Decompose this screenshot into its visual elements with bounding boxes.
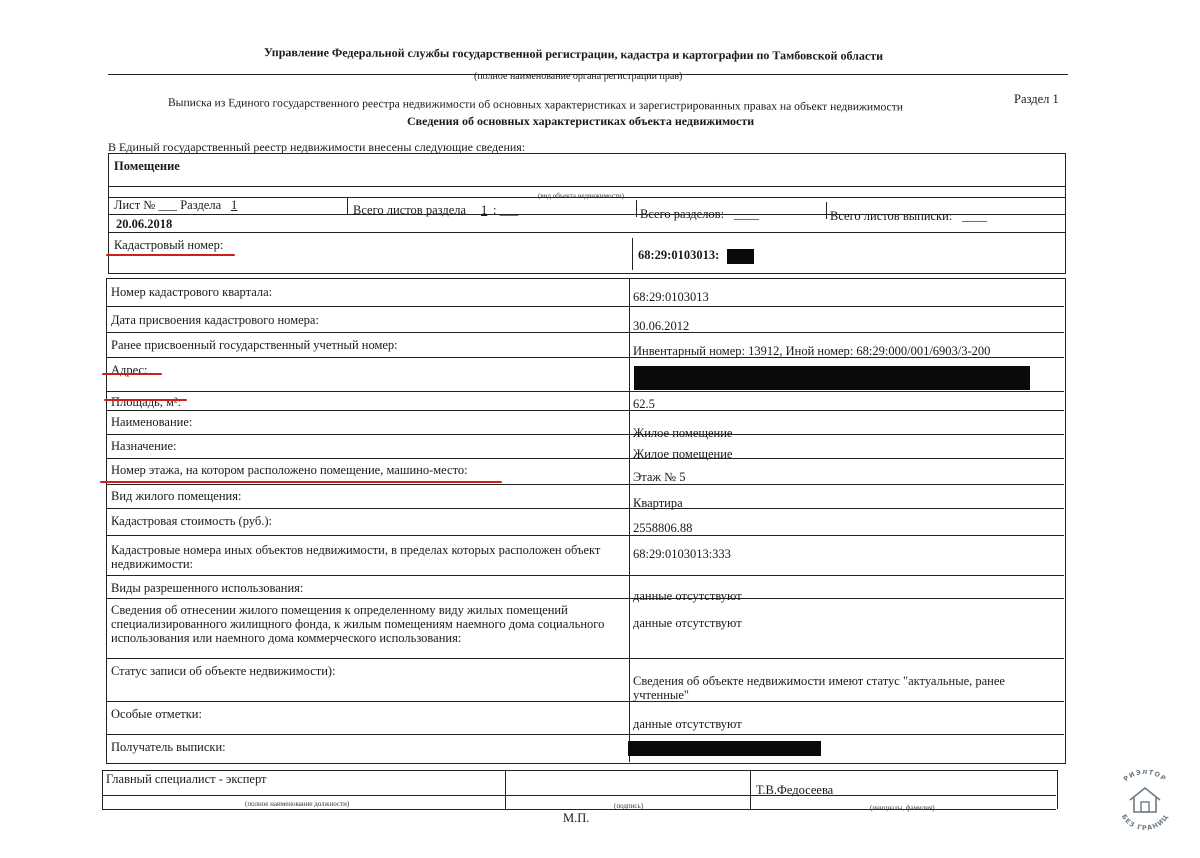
date-bottom: [108, 232, 1066, 233]
extract-subtitle: Сведения об основных характеристиках объекта недвижимости: [407, 114, 755, 128]
signature-divider-2: [750, 770, 751, 809]
row-value: данные отсутствуют: [633, 589, 742, 603]
row-value: Этаж № 5: [633, 470, 686, 484]
row-value: Жилое помещение: [633, 447, 733, 461]
total-extract-sheets-blank: ____: [962, 209, 987, 223]
row-value: Квартира: [633, 496, 683, 510]
signature-divider-1: [505, 770, 506, 809]
sheet-divider-3: [826, 202, 827, 219]
svg-text:БЕЗ ГРАНИЦ: [1120, 813, 1171, 832]
row-label: Номер кадастрового квартала:: [111, 285, 273, 299]
row-label: Получатель выписки:: [111, 740, 226, 754]
row-label: Кадастровые номера иных объектов недвижимости, в пределах которых расположен объект недвижимости:: [111, 543, 601, 571]
address-redaction: [634, 366, 1030, 390]
org-caption: (полное наименование органа регистрации прав): [474, 71, 683, 82]
object-type-line: [108, 186, 1066, 187]
row-label: Ранее присвоенный государственный учетный номер:: [111, 338, 398, 352]
total-sections-blank: ____: [734, 207, 759, 221]
row-value: 2558806.88: [633, 521, 693, 535]
row-label: Статус записи об объекте недвижимости):: [111, 664, 336, 678]
section-number: 1: [231, 198, 238, 212]
table-row-divider: [106, 575, 1064, 576]
sheet-divider-1: [347, 197, 348, 214]
row-label: Особые отметки:: [111, 707, 202, 721]
name-caption: (инициалы, фамилия): [870, 804, 935, 812]
object-type-caption: (вид объекта недвижимости): [538, 192, 624, 200]
total-sheets-label: Всего листов раздела: [353, 203, 467, 217]
watermark-top-text: РИЭЛТОР: [1122, 770, 1168, 784]
date-line: [108, 214, 1066, 215]
row-label: Наименование:: [111, 415, 193, 429]
row-value: 30.06.2012: [633, 319, 690, 333]
table-row-divider: [106, 658, 1064, 659]
stamp-label: М.П.: [563, 811, 590, 825]
sheet-label: Лист № ___ Раздела: [114, 198, 222, 212]
recipient-redaction: [628, 741, 821, 756]
cadastral-label: Кадастровый номер:: [114, 238, 224, 252]
org-name: Управление Федеральной службы государственной регистрации, кадастра и картографии по Тамбовской области: [263, 45, 884, 63]
table-row-divider: [106, 535, 1064, 536]
row-value: данные отсутствуют: [633, 717, 742, 731]
object-type-bottom: [108, 197, 1066, 198]
floor-underline: [100, 481, 502, 483]
signature-caption: (подпись): [614, 802, 644, 810]
cadastral-value: 68:29:0103013:: [638, 248, 720, 262]
total-sections-label: Всего разделов:: [640, 207, 725, 221]
row-label: Дата присвоения кадастрового номера:: [111, 313, 319, 327]
row-label: Кадастровая стоимость (руб.):: [111, 514, 272, 528]
signature-line: [102, 795, 1056, 796]
cadastral-underline: [106, 254, 235, 256]
row-label: Номер этажа, на котором расположено помещение, машино-место:: [111, 463, 468, 477]
total-sheets-blank: : ___: [493, 203, 519, 217]
object-type: Помещение: [114, 159, 180, 173]
area-underline: [104, 399, 187, 401]
row-value: 68:29:0103013:333: [633, 547, 731, 561]
row-value: Сведения об объекте недвижимости имеют статус "актуальные, ранее учтенные": [633, 674, 1005, 702]
table-row-divider: [106, 306, 1064, 307]
table-row-divider: [106, 391, 1064, 392]
position-title: Главный специалист - эксперт: [106, 772, 267, 786]
address-underline: [102, 373, 162, 375]
row-label: Вид жилого помещения:: [111, 489, 242, 503]
row-value: Инвентарный номер: 13912, Иной номер: 68:29:000/001/6903/3-200: [633, 344, 991, 358]
intro-text: В Единый государственный реестр недвижимости внесены следующие сведения:: [108, 140, 526, 154]
row-label: Адрес:: [111, 363, 148, 377]
row-label: Сведения об отнесении жилого помещения к определенному виду жилых помещений специализированного жилищного фонда, к жилым помещениям наемного дома социального использования или наемного дома коммерческого использования:: [111, 603, 605, 645]
row-value: данные отсутствуют: [633, 616, 742, 630]
section-label: Раздел 1: [1014, 92, 1059, 106]
position-caption: (полное наименование должности): [245, 800, 350, 808]
row-label: Площадь, м²:: [111, 395, 182, 409]
realtor-watermark: [1112, 770, 1182, 832]
cadastral-redaction: [727, 249, 754, 264]
row-value: Жилое помещение: [633, 426, 733, 440]
house-icon: [1112, 770, 1182, 832]
svg-text:РИЭЛТОР: [1122, 770, 1168, 783]
extract-title: Выписка из Единого государственного реестра недвижимости об основных характеристиках и зарегистрированных правах на объект недвижимости: [167, 96, 904, 114]
watermark-bottom-text: БЕЗ ГРАНИЦ: [1119, 812, 1171, 832]
total-extract-sheets-label: Всего листов выписки:: [830, 209, 953, 223]
row-value: 68:29:0103013: [633, 290, 709, 304]
table-row-divider: [106, 484, 1064, 485]
total-sheets-value: 1: [481, 203, 488, 217]
row-label: Назначение:: [111, 439, 177, 453]
row-value: 62.5: [633, 397, 655, 411]
official-name: Т.В.Федосеева: [756, 783, 834, 797]
row-label: Виды разрешенного использования:: [111, 581, 304, 595]
table-row-divider: [106, 734, 1064, 735]
extract-date: 20.06.2018: [116, 217, 173, 231]
cadastral-divider: [632, 238, 633, 270]
